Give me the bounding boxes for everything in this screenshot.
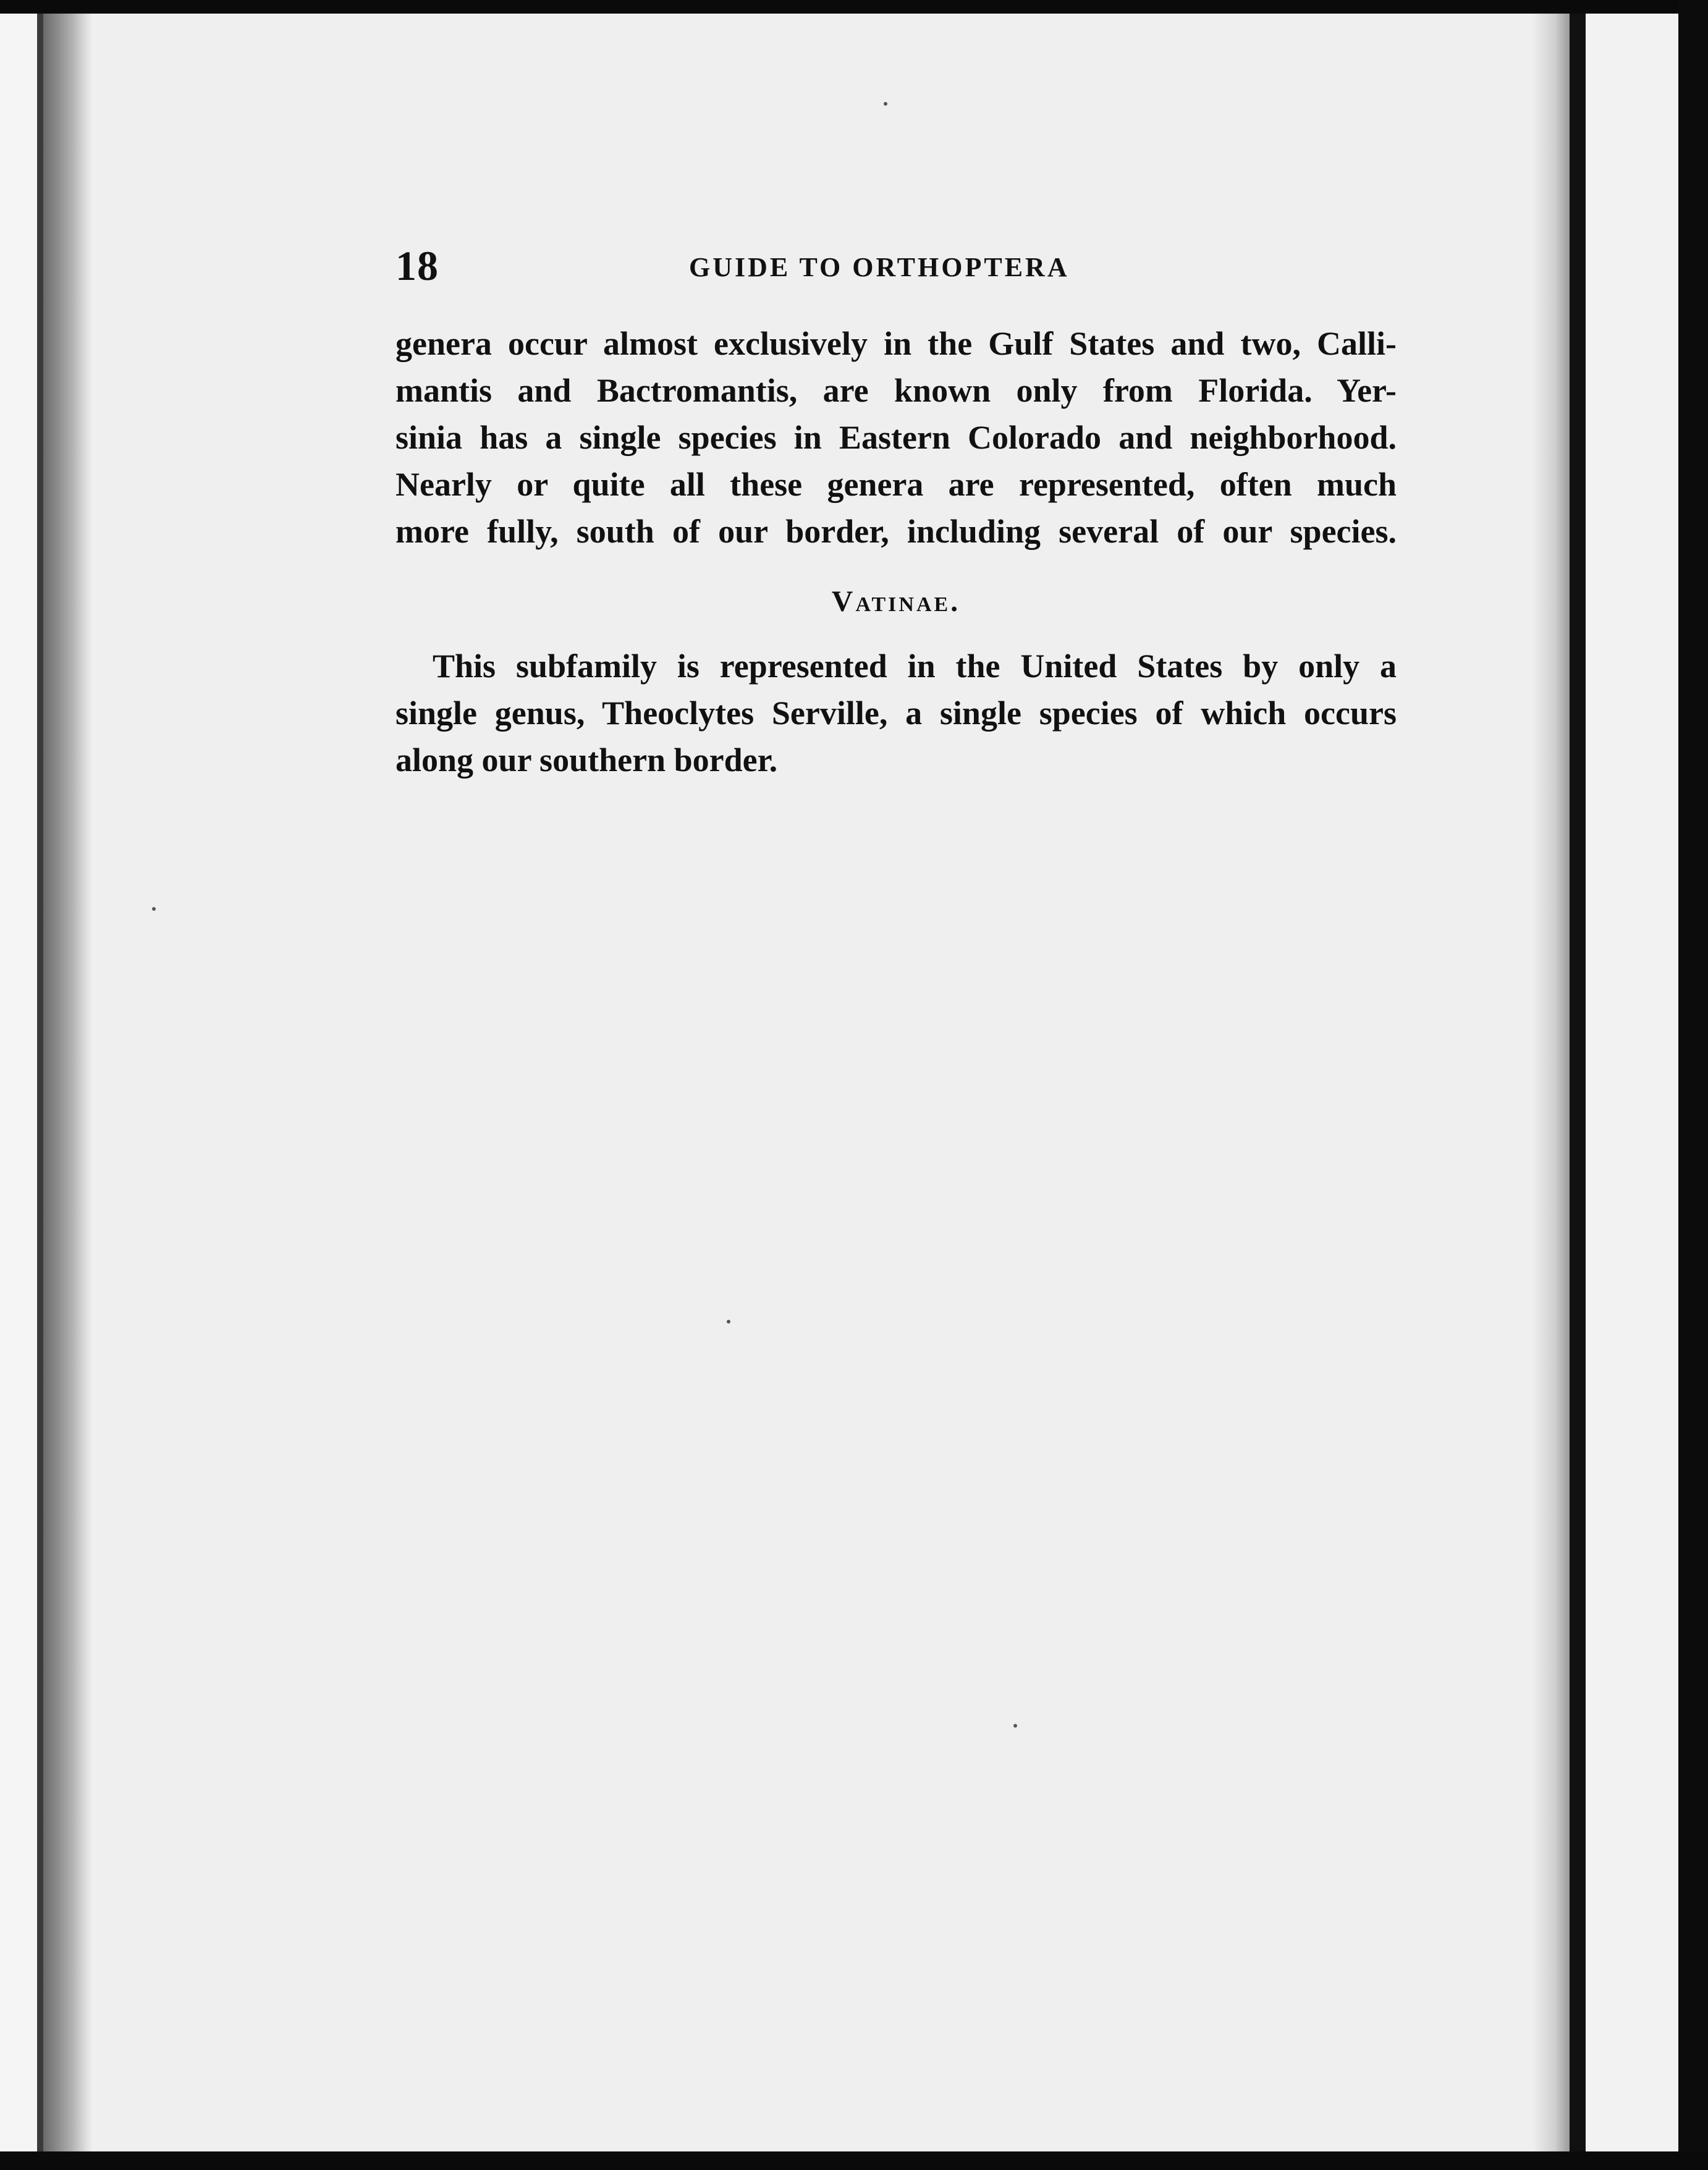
text-line: more fully, south of our border, including several of our species. [395,513,1397,550]
scan-border-bottom [0,2151,1708,2170]
scan-speck [1013,1724,1017,1728]
scan-speck [727,1320,730,1324]
scan-border-top [0,0,1708,14]
text-line: along our southern border. [395,741,778,779]
section-heading-vatinae: Vatinae. [831,585,961,618]
paragraph-vatinae [395,643,1397,783]
paragraph-genera-distribution [395,320,1397,555]
scan-speck [884,102,887,106]
facing-page-edge [1586,14,1678,2151]
scan-speck [152,907,156,911]
text-line: sinia has a single species in Eastern Colorado and neighborhood. [395,419,1397,456]
scan-border-right [1678,0,1708,2170]
text-line: This subfamily is represented in the United States by only a [433,648,1397,685]
book-spine [43,14,93,2151]
text-line: Nearly or quite all these genera are represented, often much [395,466,1397,503]
text-line: single genus, Theoclytes Serville, a single species of which occurs [395,694,1397,732]
running-head-title: GUIDE TO ORTHOPTERA [689,252,1070,282]
page-number: 18 [395,242,439,289]
page-gutter-shade [1533,14,1570,2151]
text-line: mantis and Bactromantis, are known only from Florida. Yer- [395,372,1397,409]
running-head [395,241,1397,290]
text-line: genera occur almost exclusively in the Gulf States and two, Calli- [395,325,1397,362]
page-gutter [1570,14,1586,2151]
